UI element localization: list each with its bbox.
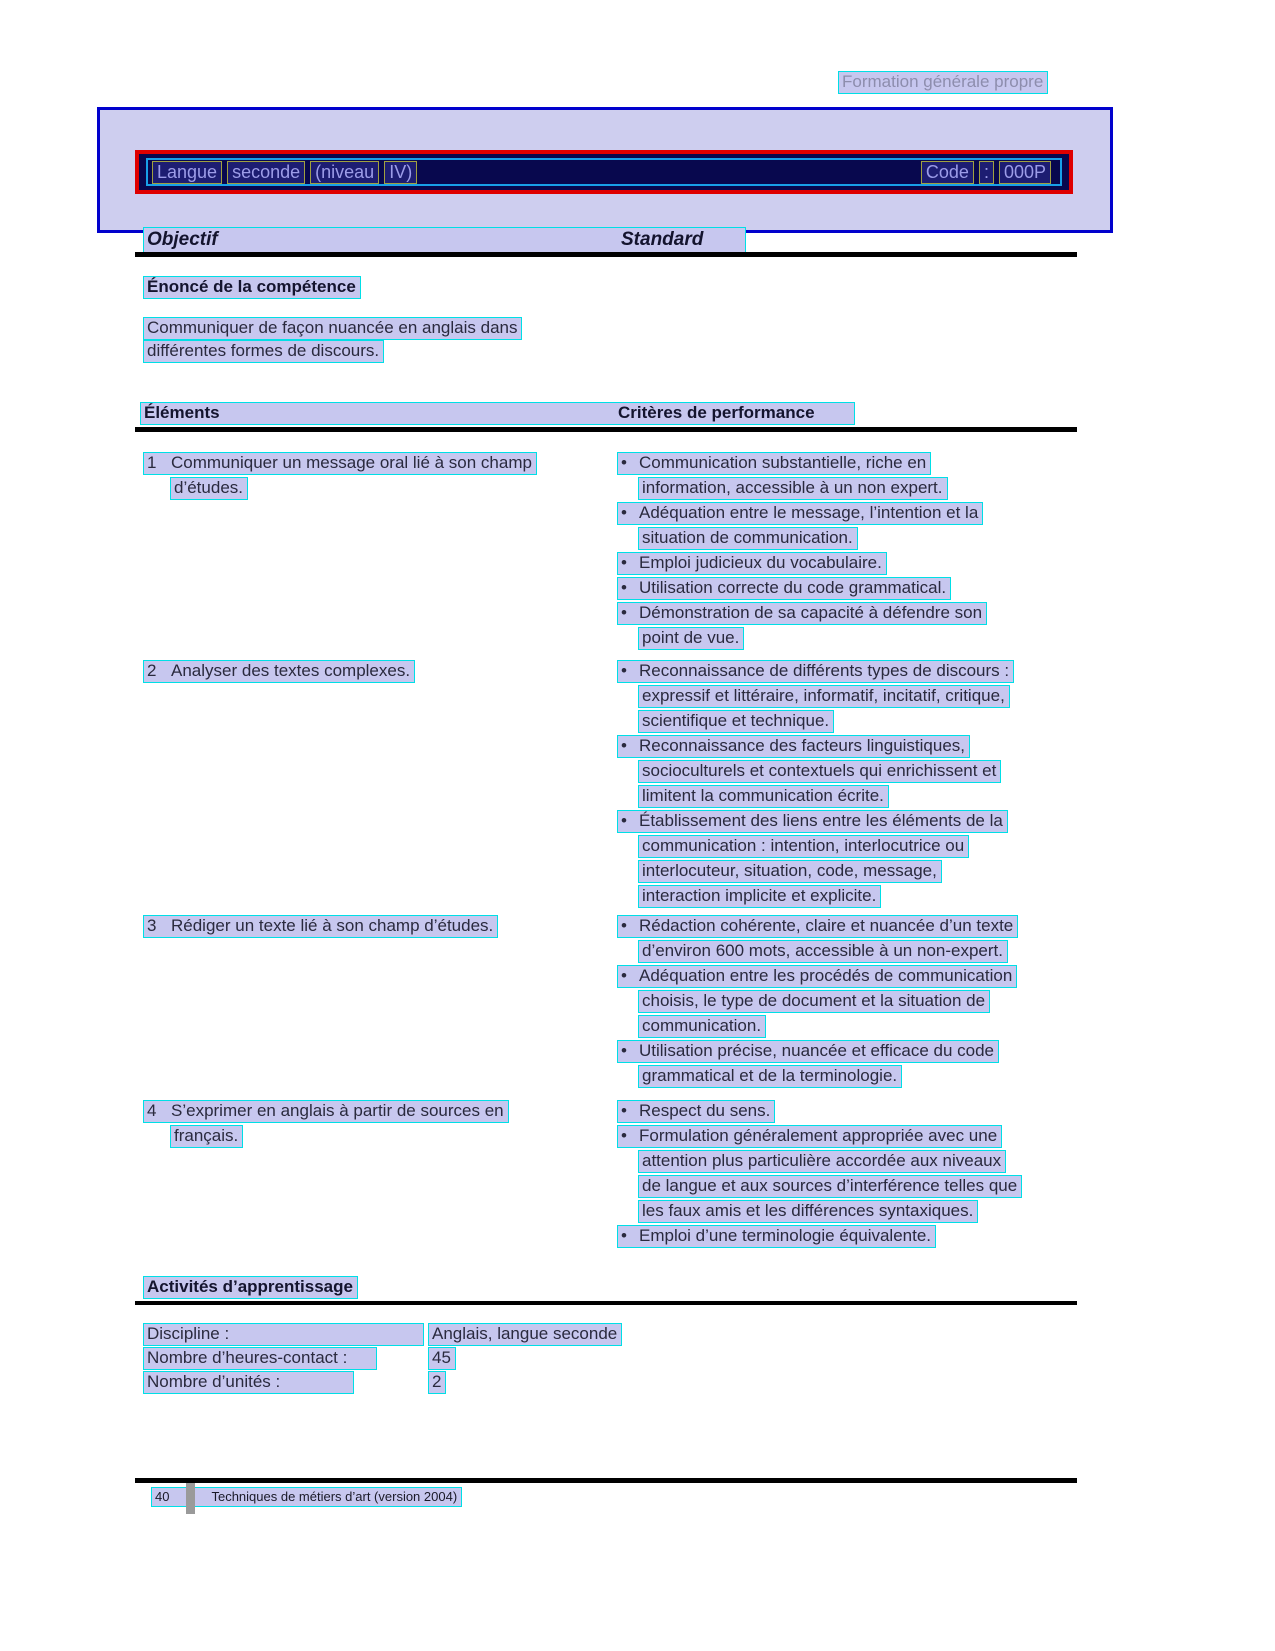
criteria-cell bbox=[617, 915, 1077, 1090]
criteria-bullet bbox=[617, 1040, 999, 1063]
info-label: Nombre d’unités : bbox=[143, 1371, 354, 1394]
element-text: Analyser des textes complexes. bbox=[171, 661, 411, 680]
criteria-bullet bbox=[617, 1225, 936, 1248]
info-heures-contact bbox=[143, 1347, 863, 1371]
bullet-icon: • bbox=[621, 503, 627, 522]
objectif-standard-row bbox=[143, 227, 746, 253]
bullet-text: Démonstration de sa capacité à défendre son bbox=[639, 603, 983, 622]
bullet-icon: • bbox=[621, 916, 627, 935]
course-header-box bbox=[97, 107, 1113, 233]
competence-text-line: Communiquer de façon nuancée en anglais dans bbox=[143, 317, 522, 340]
page-number: 40 bbox=[155, 1489, 170, 1504]
element-cell bbox=[143, 915, 617, 940]
info-unites bbox=[143, 1371, 863, 1395]
criteria-cell bbox=[617, 452, 1077, 652]
bullet-icon: • bbox=[621, 1101, 627, 1120]
element-text-line: français. bbox=[170, 1125, 243, 1148]
bullet-text-line: les faux amis et les différences syntaxiques. bbox=[638, 1200, 978, 1223]
criteria-bullet bbox=[617, 1100, 775, 1123]
title-word: IV) bbox=[384, 161, 417, 184]
standard-heading: Standard bbox=[621, 229, 704, 250]
element-row bbox=[143, 1100, 1077, 1250]
info-value: Anglais, langue seconde bbox=[428, 1323, 622, 1346]
element-text: S’exprimer en anglais à partir de sources en bbox=[171, 1101, 504, 1120]
bullet-text-line: communication : intention, interlocutrice ou bbox=[638, 835, 969, 858]
footer-rule bbox=[135, 1478, 1077, 1483]
bullet-icon: • bbox=[621, 1041, 627, 1060]
bullet-icon: • bbox=[621, 966, 627, 985]
bullet-icon: • bbox=[621, 811, 627, 830]
element-cell bbox=[143, 452, 617, 502]
element-text-line: d’études. bbox=[170, 477, 248, 500]
course-title-line bbox=[146, 158, 1062, 186]
element-number: 4 bbox=[147, 1101, 157, 1120]
elements-header: Éléments bbox=[144, 403, 220, 422]
bullet-text: Établissement des liens entre les éléments de la bbox=[639, 811, 1003, 830]
bullet-icon: • bbox=[621, 1126, 627, 1145]
bullet-text: Adéquation entre le message, l’intention et la bbox=[639, 503, 979, 522]
course-code bbox=[921, 161, 1056, 184]
title-word: Langue bbox=[152, 161, 222, 184]
table-header-row bbox=[140, 402, 855, 425]
bullet-text-line: socioculturels et contextuels qui enrichissent et bbox=[638, 760, 1001, 783]
bullet-text-line: d’environ 600 mots, accessible à un non-expert. bbox=[638, 940, 1008, 963]
title-word: (niveau bbox=[310, 161, 379, 184]
info-discipline bbox=[143, 1323, 863, 1347]
footer-text: Techniques de métiers d’art (version 2004) bbox=[211, 1489, 458, 1504]
footer bbox=[151, 1487, 462, 1507]
element-text-line bbox=[143, 1100, 509, 1123]
info-value: 45 bbox=[428, 1347, 456, 1370]
bullet-text-line: grammatical et de la terminologie. bbox=[638, 1065, 902, 1088]
criteria-bullet bbox=[617, 965, 1017, 988]
bullet-text-line: scientifique et technique. bbox=[638, 710, 834, 733]
bullet-text-line: expressif et littéraire, informatif, incitatif, critique, bbox=[638, 685, 1010, 708]
criteria-bullet bbox=[617, 502, 983, 525]
bullet-icon: • bbox=[621, 553, 627, 572]
bullet-text-line: choisis, le type de document et la situation de bbox=[638, 990, 990, 1013]
bullet-text: Rédaction cohérente, claire et nuancée d’un texte bbox=[639, 916, 1014, 935]
info-label: Discipline : bbox=[143, 1323, 424, 1346]
bullet-icon: • bbox=[621, 736, 627, 755]
info-value: 2 bbox=[428, 1371, 446, 1394]
bullet-text-line: communication. bbox=[638, 1015, 766, 1038]
course-title bbox=[152, 161, 422, 184]
element-number: 1 bbox=[147, 453, 157, 472]
element-text: Rédiger un texte lié à son champ d’études. bbox=[171, 916, 494, 935]
bullet-text-line: interlocuteur, situation, code, message, bbox=[638, 860, 942, 883]
bullet-icon: • bbox=[621, 1226, 627, 1245]
code-word: : bbox=[979, 161, 994, 184]
bullet-text: Reconnaissance des facteurs linguistiques, bbox=[639, 736, 966, 755]
element-text-line bbox=[143, 452, 537, 475]
criteria-bullet bbox=[617, 915, 1018, 938]
divider-rule bbox=[135, 1301, 1077, 1305]
criteria-cell bbox=[617, 1100, 1077, 1250]
element-number: 2 bbox=[147, 661, 157, 680]
criteria-cell bbox=[617, 660, 1077, 910]
bullet-text: Utilisation correcte du code grammatical. bbox=[639, 578, 947, 597]
bullet-text: Reconnaissance de différents types de discours : bbox=[639, 661, 1010, 680]
competence-heading: Énoncé de la compétence bbox=[143, 276, 361, 299]
element-text: Communiquer un message oral lié à son champ bbox=[171, 453, 532, 472]
bullet-icon: • bbox=[621, 661, 627, 680]
criteria-header: Critères de performance bbox=[618, 403, 815, 422]
bullet-text: Emploi judicieux du vocabulaire. bbox=[639, 553, 882, 572]
divider-rule bbox=[135, 252, 1077, 257]
criteria-bullet bbox=[617, 1125, 1002, 1148]
criteria-bullet bbox=[617, 602, 987, 625]
course-title-bar bbox=[135, 150, 1073, 194]
bullet-text: Utilisation précise, nuancée et efficace du code bbox=[639, 1041, 995, 1060]
criteria-bullet bbox=[617, 660, 1014, 683]
element-number: 3 bbox=[147, 916, 157, 935]
activities-heading: Activités d’apprentissage bbox=[143, 1276, 358, 1299]
bullet-text: Adéquation entre les procédés de communication bbox=[639, 966, 1013, 985]
bullet-text: Respect du sens. bbox=[639, 1101, 771, 1120]
competence-text-line: différentes formes de discours. bbox=[143, 340, 384, 363]
criteria-bullet bbox=[617, 735, 970, 758]
footer-separator-bar bbox=[186, 1483, 195, 1514]
bullet-text-line: de langue et aux sources d’interférence telles que bbox=[638, 1175, 1022, 1198]
bullet-text: Emploi d’une terminologie équivalente. bbox=[639, 1226, 932, 1245]
bullet-text-line: point de vue. bbox=[638, 627, 744, 650]
corner-label: Formation générale propre bbox=[838, 71, 1048, 94]
criteria-bullet bbox=[617, 552, 887, 575]
element-row bbox=[143, 660, 1077, 910]
criteria-bullet bbox=[617, 452, 931, 475]
code-word: 000P bbox=[999, 161, 1051, 184]
element-cell bbox=[143, 660, 617, 685]
element-row bbox=[143, 452, 1077, 652]
title-word: seconde bbox=[227, 161, 305, 184]
bullet-text: Communication substantielle, riche en bbox=[639, 453, 927, 472]
element-text-line bbox=[143, 660, 415, 683]
element-text-line bbox=[143, 915, 498, 938]
code-word: Code bbox=[921, 161, 974, 184]
criteria-bullet bbox=[617, 577, 951, 600]
bullet-text: Formulation généralement appropriée avec une bbox=[639, 1126, 998, 1145]
info-label: Nombre d’heures-contact : bbox=[143, 1347, 377, 1370]
criteria-bullet bbox=[617, 810, 1008, 833]
divider-rule bbox=[135, 427, 1077, 432]
bullet-icon: • bbox=[621, 578, 627, 597]
bullet-text-line: interaction implicite et explicite. bbox=[638, 885, 881, 908]
objectif-heading: Objectif bbox=[147, 229, 218, 250]
bullet-text-line: information, accessible à un non expert. bbox=[638, 477, 948, 500]
bullet-icon: • bbox=[621, 453, 627, 472]
element-cell bbox=[143, 1100, 617, 1150]
bullet-text-line: attention plus particulière accordée aux niveaux bbox=[638, 1150, 1006, 1173]
bullet-text-line: situation de communication. bbox=[638, 527, 858, 550]
element-row bbox=[143, 915, 1077, 1090]
bullet-text-line: limitent la communication écrite. bbox=[638, 785, 889, 808]
bullet-icon: • bbox=[621, 603, 627, 622]
